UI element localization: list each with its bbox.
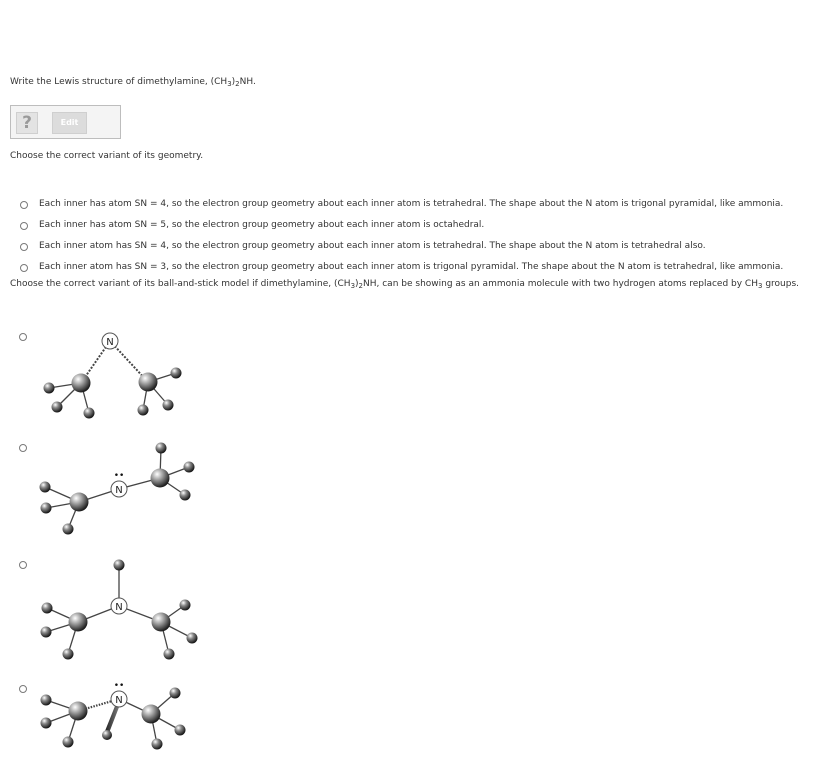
hydrogen-atom [84,408,95,419]
hydrogen-atom [171,368,182,379]
hydrogen-atom [187,633,198,644]
carbon-atom [142,705,161,724]
hydrogen-atom [138,405,149,416]
hydrogen-atom [52,402,63,413]
nitrogen-label: N [115,695,123,706]
hydrogen-atom [163,400,174,411]
hydrogen-atom [152,739,163,750]
hydrogen-atom [156,443,167,454]
carbon-atom [151,469,170,488]
hydrogen-atom [41,503,52,514]
hydrogen-atom [180,600,191,611]
lone-pair: •• [113,471,125,481]
help-icon[interactable]: ? [16,112,38,134]
hydrogen-atom [184,462,195,473]
geometry-option-2-label: Each inner has atom SN = 5, so the electron group geometry about each inner atom is octahedral. [39,220,485,230]
geometry-option-4-radio[interactable] [20,264,28,272]
nitrogen-label: N [115,485,123,496]
q2-prompt: Choose the correct variant of its geometry. [10,151,204,161]
geometry-option-1-label: Each inner has atom SN = 4, so the electron group geometry about each inner atom is tetrahedral. The shape about the N atom is trigonal pyramidal, like ammonia. [39,199,784,209]
q1-prompt: Write the Lewis structure of dimethylamine, $(CH_3)_2NH$. [10,77,256,88]
geometry-option-4-label: Each inner atom has SN = 3, so the electron group geometry about each inner atom is trigonal pyramidal. The shape about the N atom is tetrahedral, like ammonia. [39,262,784,272]
hydrogen-atom [164,649,175,660]
hydrogen-atom [40,482,51,493]
hydrogen-atom [170,688,181,699]
carbon-atom [69,702,88,721]
q3-prompt: Choose the correct variant of its ball-and-stick model if dimethylamine, $(CH_3)_2NH$, can be showing as an ammonia molecule with two hydrogen atoms replaced by $CH_3$ groups. [10,279,800,290]
hydrogen-atom [41,718,52,729]
ball-stick-model-4 [30,677,200,770]
ball-stick-model-1 [30,325,200,425]
carbon-atom [72,374,91,393]
hydrogen-atom [42,603,53,614]
model-option-3-radio[interactable] [19,561,27,569]
hydrogen-atom [63,737,74,748]
ball-stick-model-3 [30,553,200,665]
nitrogen-label: N [106,337,114,348]
model-option-1-radio[interactable] [19,333,27,341]
hydrogen-atom [114,560,125,571]
geometry-option-2-radio[interactable] [20,222,28,230]
hydrogen-atom [41,627,52,638]
hydrogen-atom [175,725,186,736]
lewis-structure-editor [10,105,121,139]
geometry-option-3-radio[interactable] [20,243,28,251]
hydrogen-atom [44,383,55,394]
edit-button[interactable]: Edit [52,112,87,134]
model-option-4-radio[interactable] [19,685,27,693]
geometry-option-3-label: Each inner atom has SN = 4, so the electron group geometry about each inner atom is tetrahedral. The shape about the N atom is tetrahedral also. [39,241,706,251]
lone-pair: •• [113,681,125,691]
hydrogen-atom [63,649,74,660]
nitrogen-label: N [115,602,123,613]
carbon-atom [70,493,89,512]
carbon-atom [69,613,88,632]
hydrogen-atom [41,695,52,706]
carbon-atom [139,373,158,392]
carbon-atom [152,613,171,632]
model-option-2-radio[interactable] [19,444,27,452]
geometry-option-1-radio[interactable] [20,201,28,209]
hydrogen-atom [180,490,191,501]
hydrogen-atom [102,730,112,740]
hydrogen-atom [63,524,74,535]
ball-stick-model-2 [30,435,200,540]
